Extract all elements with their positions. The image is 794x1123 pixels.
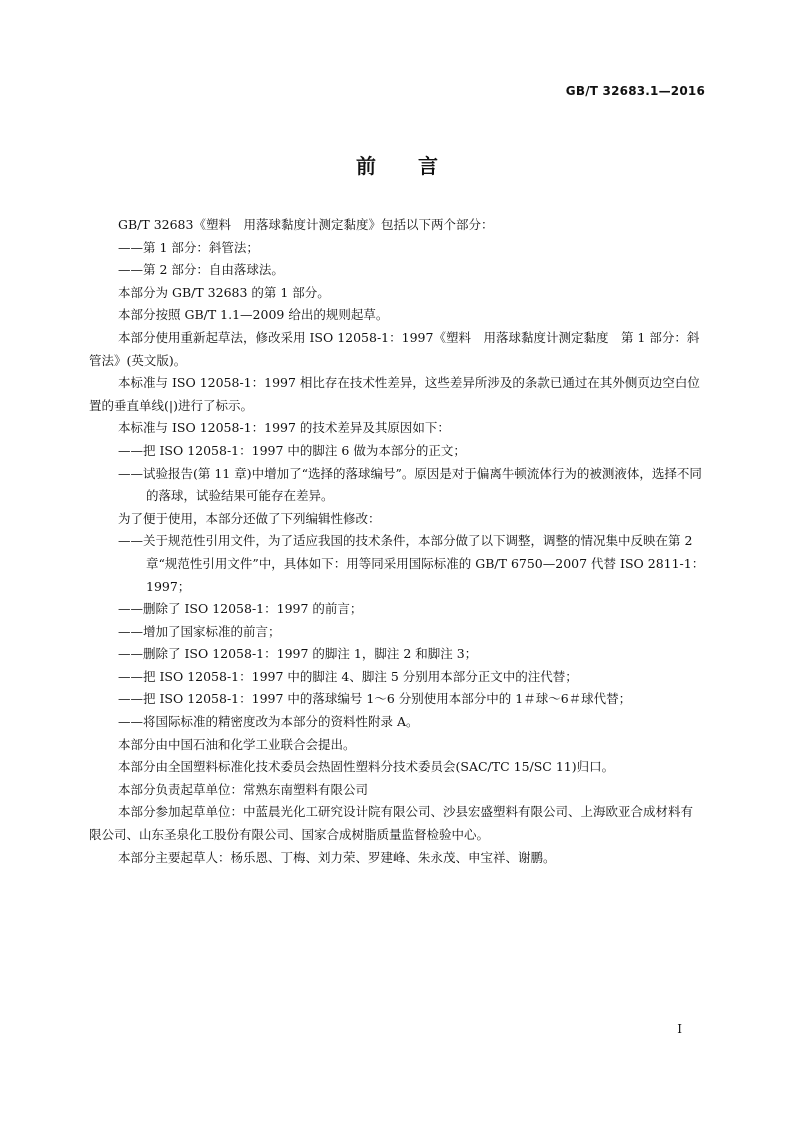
paragraph: 本部分按照 GB/T 1.1—2009 给出的规则起草。: [118, 307, 389, 323]
paragraph: 本部分主要起草人：杨乐恩、丁梅、刘力荣、罗建峰、朱永茂、申宝祥、谢鹏。: [118, 849, 556, 865]
list-item: ——把 ISO 12058-1：1997 中的脚注 6 做为本部分的正文；: [118, 442, 466, 458]
paragraph: GB/T 32683《塑料 用落球黏度计测定黏度》包括以下两个部分：: [118, 217, 494, 232]
paragraph: 本部分参加起草单位：中蓝晨光化工研究设计院有限公司、沙县宏盛塑料有限公司、上海欧亚合成材料有限公司、山东圣泉化工股份有限公司、国家合成树脂质量监督检验中心。: [89, 804, 694, 843]
page-number: I: [677, 1022, 682, 1036]
list-item: ——把 ISO 12058-1：1997 中的落球编号 1～6 分别使用本部分中的 1＃球～6＃球代替；: [118, 691, 632, 707]
list-item: ——第 2 部分：自由落球法。: [118, 262, 284, 278]
paragraph: 本标准与 ISO 12058-1：1997 相比存在技术性差异，这些差异所涉及的条款已通过在其外侧页边空白位置的垂直单线(|)进行了标示。: [89, 375, 700, 413]
list-item: ——将国际标准的精密度改为本部分的资料性附录 A。: [118, 714, 419, 730]
paragraph: 本部分由全国塑料标准化技术委员会热固性塑料分技术委员会(SAC/TC 15/SC 11)归口。: [118, 759, 615, 775]
standard-number: GB/T 32683.1—2016: [565, 84, 705, 98]
list-item: ——试验报告(第 11 章)中增加了“选择的落球编号”。原因是对于偏离牛顿流体行为的被测液体，选择不同的落球，试验结果可能存在差异。: [118, 465, 702, 504]
list-item: ——删除了 ISO 12058-1：1997 的前言；: [118, 601, 363, 617]
list-item: ——第 1 部分：斜管法；: [118, 239, 259, 255]
paragraph: 为了便于使用，本部分还做了下列编辑性修改：: [118, 510, 381, 526]
page-title: 前言: [356, 154, 480, 178]
paragraph: 本部分使用重新起草法，修改采用 ISO 12058-1：1997《塑料 用落球黏度计测定黏度 第 1 部分：斜管法》(英文版)。: [89, 329, 700, 368]
paragraph: 本标准与 ISO 12058-1：1997 的技术差异及其原因如下：: [118, 420, 450, 436]
list-item: ——关于规范性引用文件，为了适应我国的技术条件，本部分做了以下调整，调整的情况集中反映在第 2 章“规范性引用文件”中，具体如下：用等同采用国际标准的 GB/T 6750—2007 代替 ISO 2811-1：1997；: [118, 533, 705, 594]
paragraph: 本部分负责起草单位：常熟东南塑料有限公司: [118, 781, 369, 797]
list-item: ——把 ISO 12058-1：1997 中的脚注 4、脚注 5 分别用本部分正文中的注代替；: [118, 668, 578, 684]
list-item: ——删除了 ISO 12058-1：1997 的脚注 1，脚注 2 和脚注 3；: [118, 646, 478, 662]
list-item: ——增加了国家标准的前言；: [118, 623, 281, 639]
paragraph: 本部分为 GB/T 32683 的第 1 部分。: [118, 284, 330, 300]
paragraph: 本部分由中国石油和化学工业联合会提出。: [118, 736, 356, 752]
document-body: [89, 214, 705, 869]
